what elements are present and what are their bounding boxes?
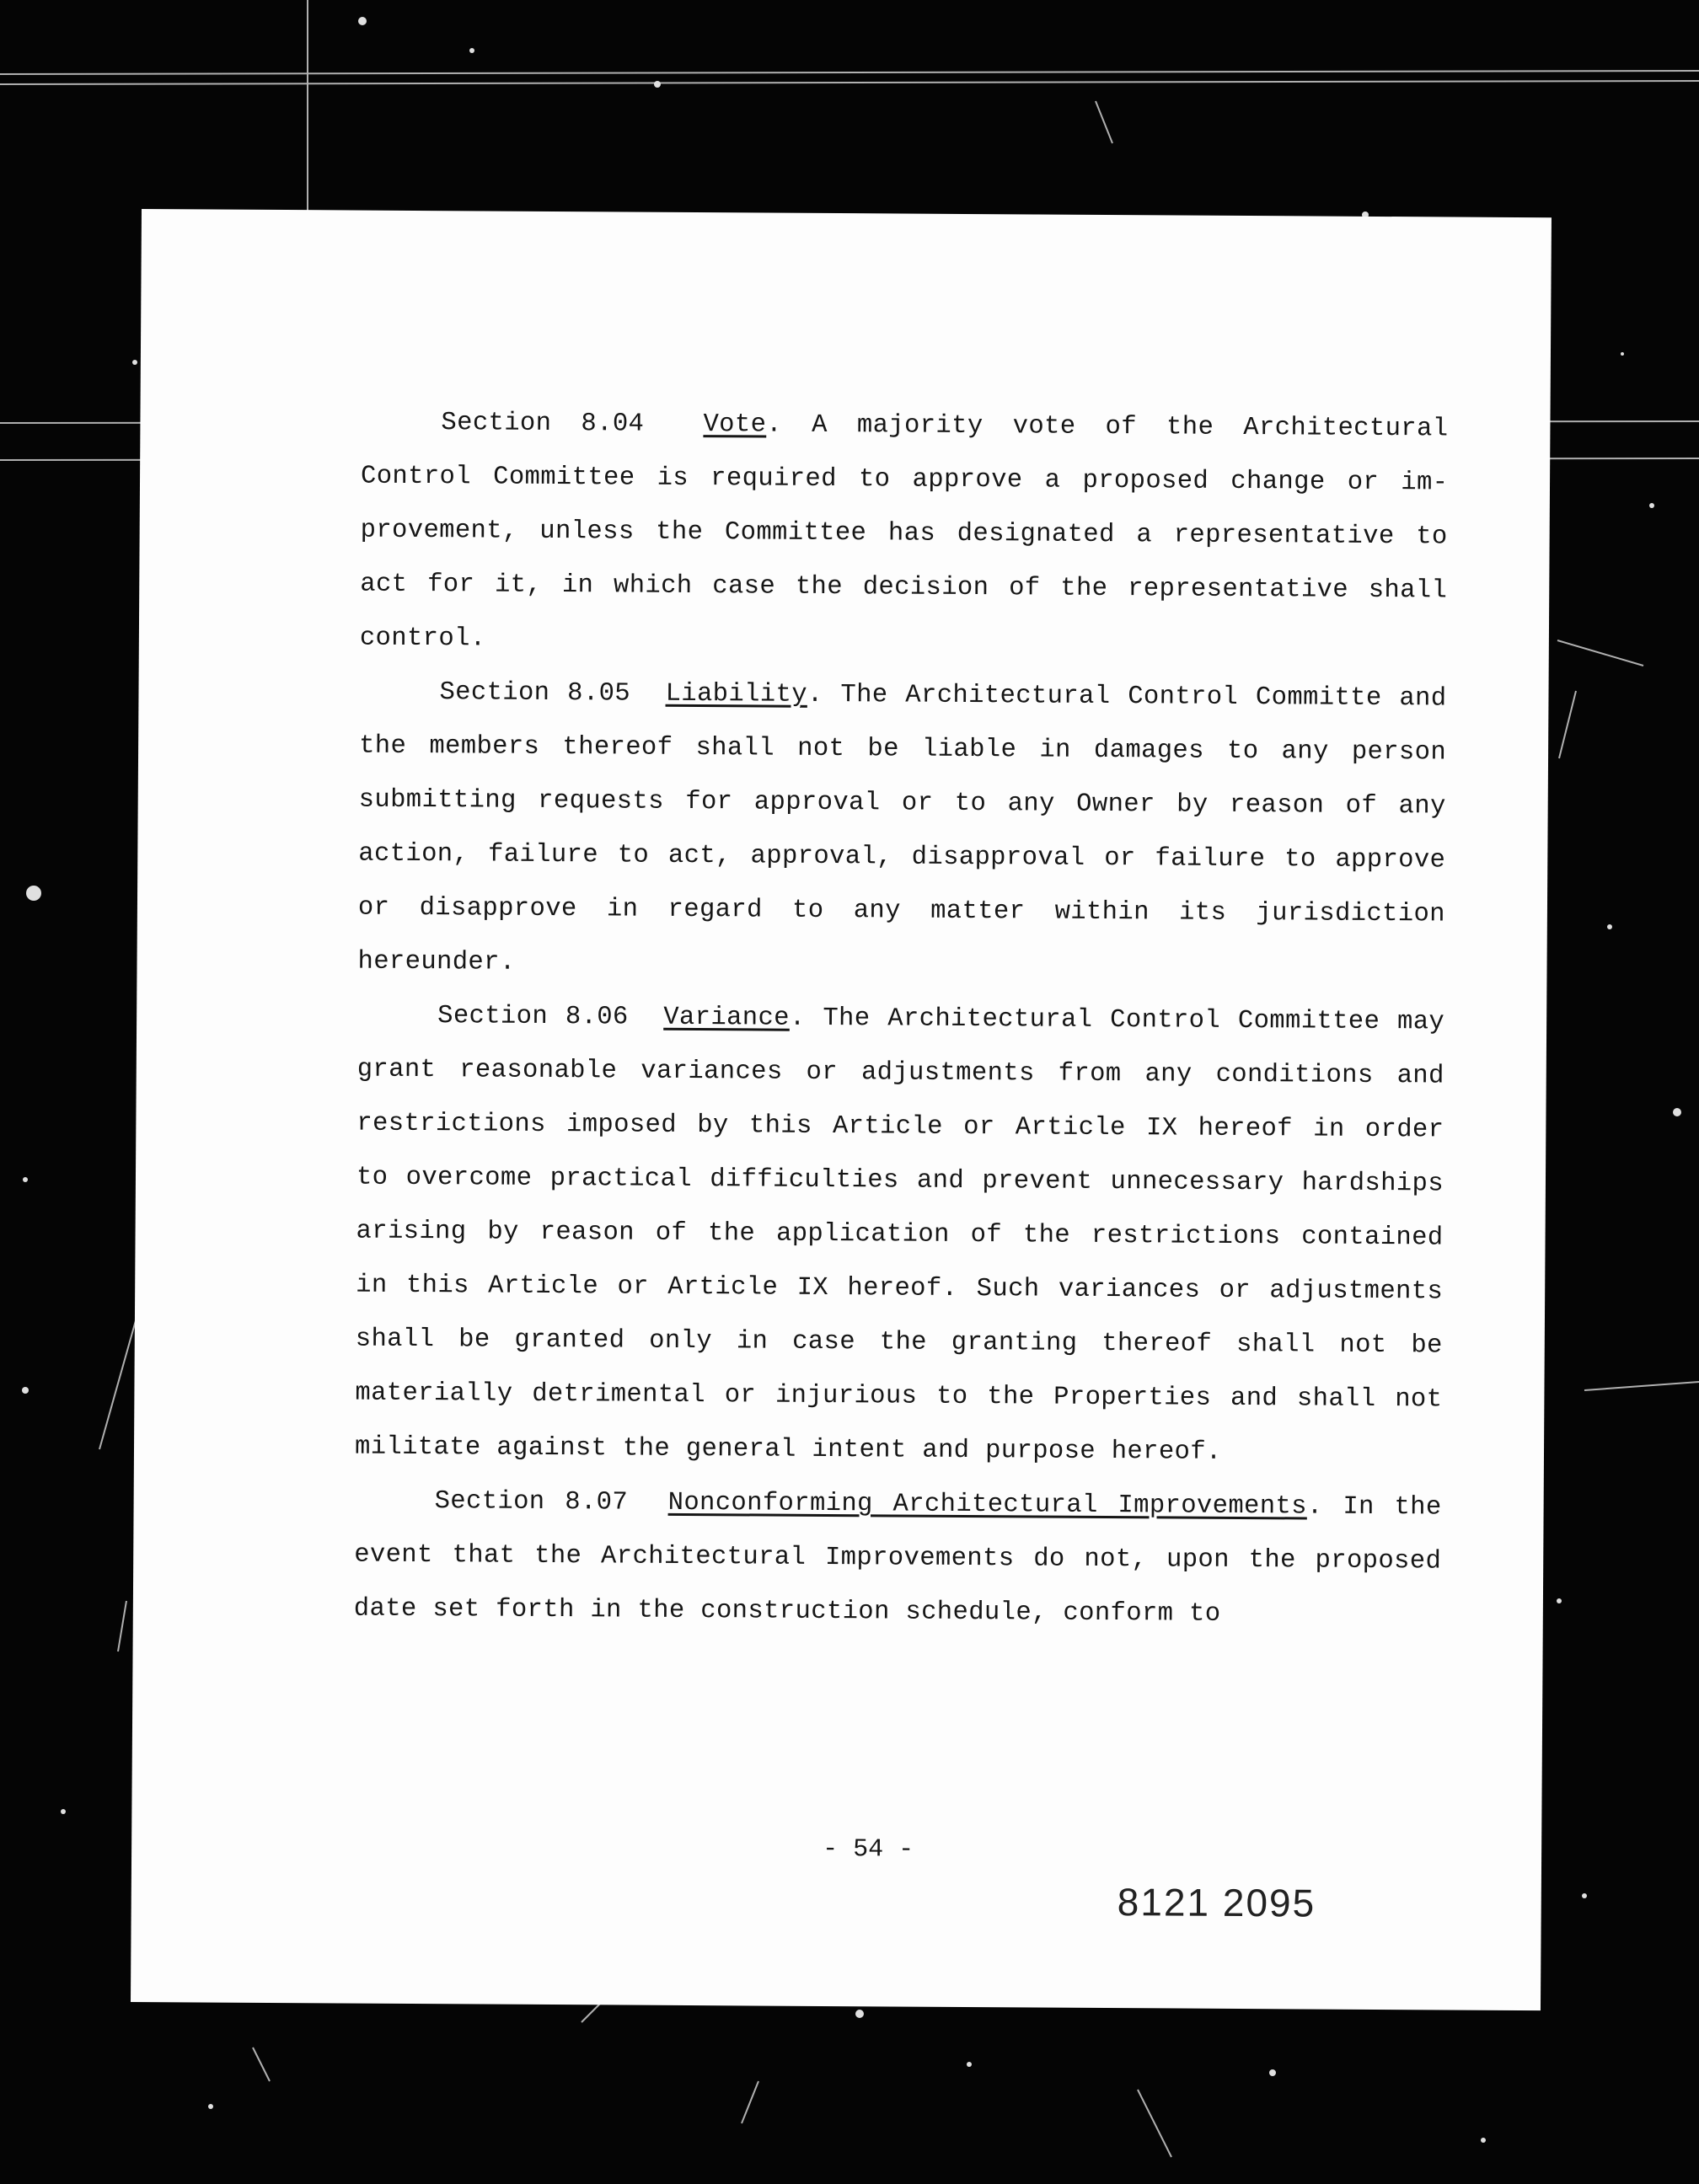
section-heading: Nonconforming Architectural Improvements	[667, 1488, 1308, 1522]
section-heading: Liability	[665, 679, 808, 709]
section-number: Section 8.05	[439, 678, 631, 709]
section-paragraph	[360, 396, 1449, 672]
section-number: Section 8.07	[434, 1487, 629, 1518]
section-body: . In the event that the Architectural Improvements do not, upon the proposed date set forth in the construction schedule, conform to	[353, 1492, 1442, 1629]
section-heading: Variance	[663, 1003, 790, 1033]
document-page	[131, 209, 1552, 2010]
section-paragraph	[357, 666, 1446, 996]
document-reference-number: 8121 2095	[1117, 1880, 1316, 1925]
page-number: - 54 -	[823, 1834, 914, 1865]
section-body: . The Architectural Control Committee may grant reasonable variances or adjustments from any conditions and restrictions imposed by this Article or Article IX hereof in order to overcome practical difficulties and prevent unnecessary hardships arising by reason of the application of the restrictions contained in this Article or Article IX hereof. Such variances or adjustments shall be granted only in case the granting thereof shall not be materially detrimental or injurious to the Properties and shall not militate against the general intent and purpose hereof.	[354, 1004, 1445, 1467]
section-paragraph	[354, 1475, 1442, 1643]
section-number: Section 8.06	[437, 1002, 629, 1032]
section-body: . A majority vote of the Architectural Control Committee is required to approve a proposed change or improvement, unless the Committee has designated a representative to act for it, in which case the decision of the representative shall control.	[359, 410, 1449, 654]
section-heading: Vote	[703, 410, 767, 440]
section-body: . The Architectural Control Committe and the members thereof shall not be liable in damages to any person submitting requests for approval or to any Owner by reason of any action, failure to act, approval, disapproval or failure to approve or disapprove in regard to any matter within its jurisdiction hereunder.	[357, 680, 1447, 977]
section-number: Section 8.04	[441, 409, 645, 439]
section-paragraph	[355, 989, 1444, 1481]
document-body	[354, 396, 1449, 1643]
